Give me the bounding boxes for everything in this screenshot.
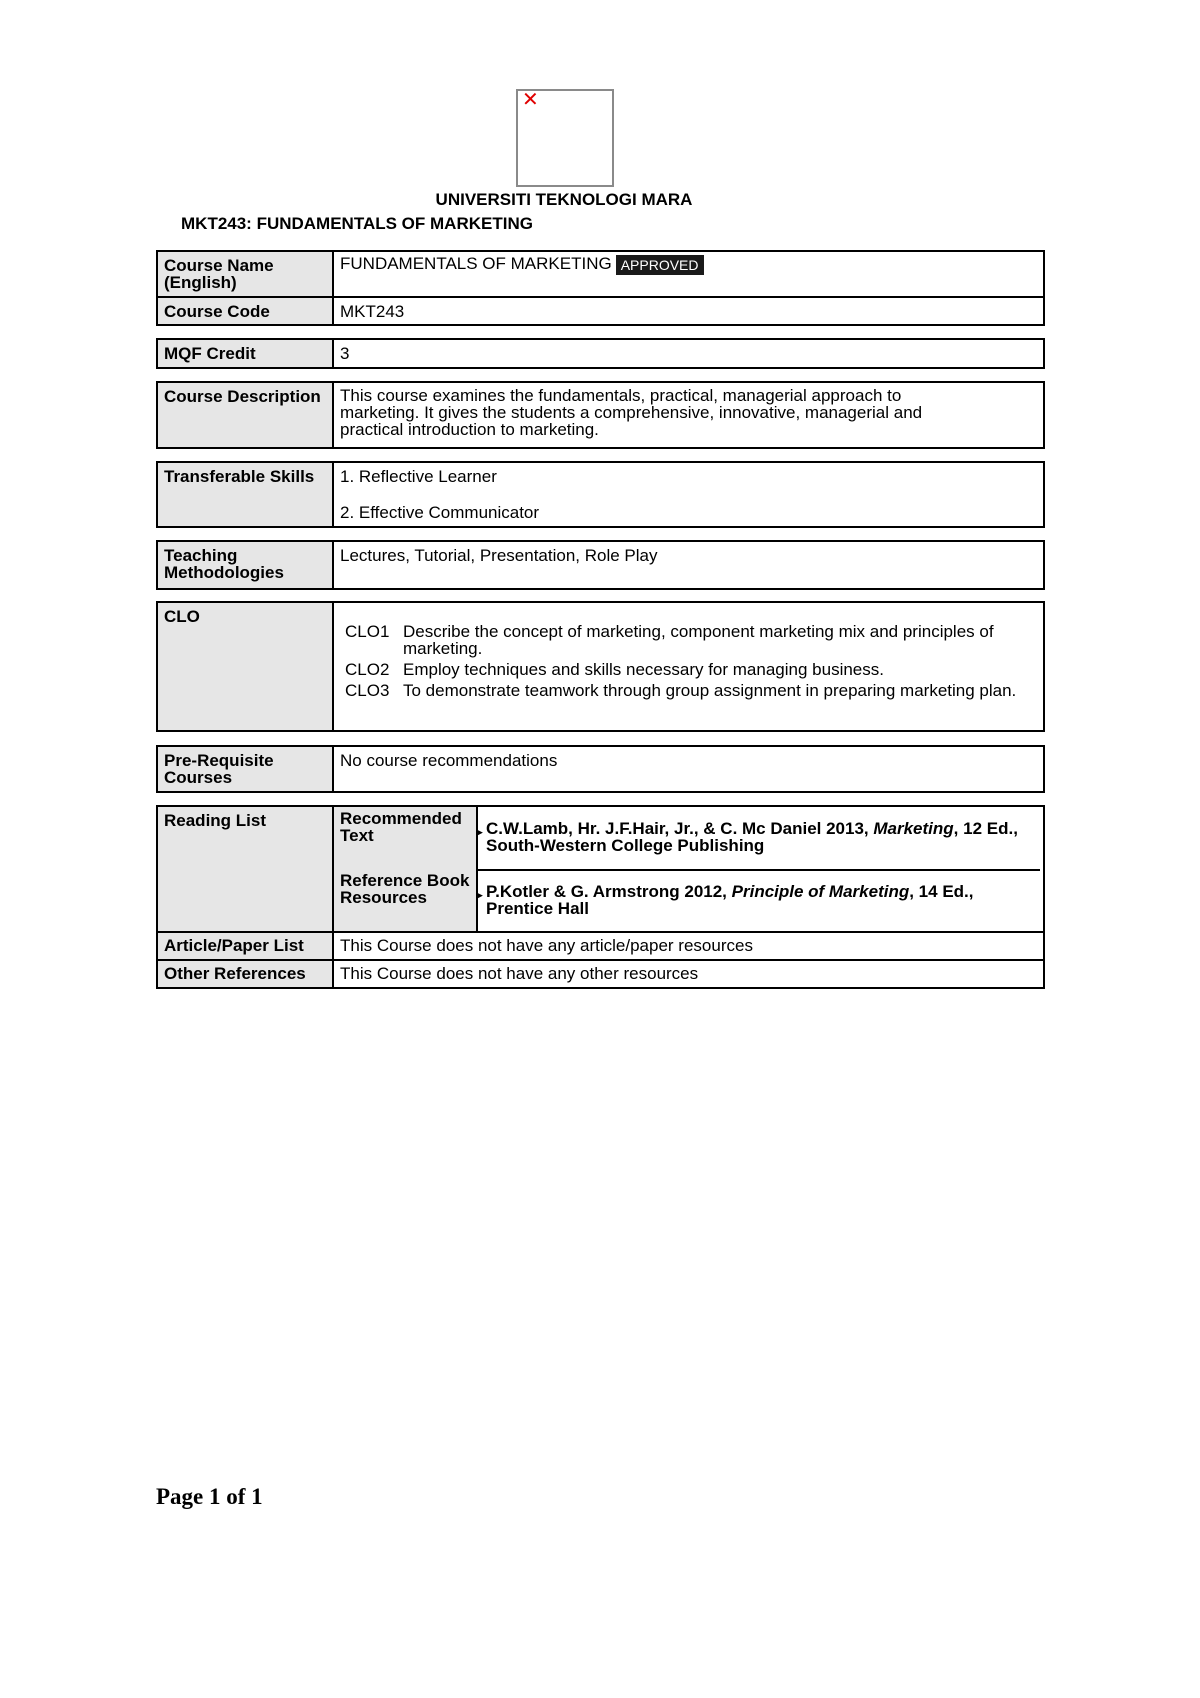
article-list-label: Article/Paper List <box>158 933 334 959</box>
article-list-value: This Course does not have any article/paper resources <box>340 936 753 955</box>
course-description-row <box>156 381 1045 449</box>
mqf-credit-value: 3 <box>340 344 350 363</box>
clo-text: Describe the concept of marketing, component marketing mix and principles of marketing. <box>403 622 994 658</box>
course-description-label: Course Description <box>158 383 334 447</box>
clo-item <box>345 623 1023 657</box>
university-logo <box>516 89 614 187</box>
prerequisite-value: No course recommendations <box>340 751 558 770</box>
course-name-label: Course Name (English) <box>158 252 334 296</box>
clo-item <box>345 661 1023 678</box>
mqf-credit-row <box>156 338 1045 369</box>
reading-list-table <box>334 807 1043 931</box>
mqf-credit-label: MQF Credit <box>158 340 334 367</box>
bullet-arrow-icon: ▸ <box>478 890 483 900</box>
course-name-value: FUNDAMENTALS OF MARKETING <box>340 254 612 273</box>
teaching-methodologies-value: Lectures, Tutorial, Presentation, Role Play <box>340 546 658 565</box>
reference-book-citation <box>478 869 1040 931</box>
citation-text: , 12 Ed., South-Western College Publishing <box>486 819 1018 855</box>
course-name-cell <box>334 252 1043 296</box>
other-references-value: This Course does not have any other resources <box>340 964 699 983</box>
clo-code: CLO1 <box>345 622 390 641</box>
teaching-methodologies-label: Teaching Methodologies <box>158 542 334 588</box>
clo-item <box>345 682 1023 699</box>
page-number: Page 1 of 1 <box>156 1484 263 1509</box>
teaching-methodologies-row <box>156 540 1045 590</box>
citation-text: P.Kotler & G. Armstrong 2012, <box>486 882 732 901</box>
reference-book-label: Reference Book Resources <box>334 869 478 931</box>
reading-list-label: Reading List <box>158 807 334 931</box>
course-code-row <box>156 296 1045 326</box>
citation-text: C.W.Lamb, Hr. J.F.Hair, Jr., & C. Mc Daniel 2013, <box>486 819 874 838</box>
course-description-value: This course examines the fundamentals, practical, managerial approach to marketing. It gives the students a comprehensive, innovative, managerial and practical introduction to marketing. <box>340 386 923 439</box>
course-code-value: MKT243 <box>340 302 405 321</box>
recommended-text-citation <box>478 807 1040 869</box>
clo-row <box>156 601 1045 732</box>
university-name: UNIVERSITI TEKNOLOGI MARA <box>435 190 693 209</box>
reading-list-row <box>156 805 1045 933</box>
citation-title: Marketing <box>873 819 954 838</box>
clo-code: CLO3 <box>345 681 390 700</box>
status-badge: APPROVED <box>616 255 704 275</box>
clo-text: To demonstrate teamwork through group assignment in preparing marketing plan. <box>403 681 1017 700</box>
clo-list <box>334 603 1043 730</box>
transferable-skills-row <box>156 461 1045 528</box>
course-code-label: Course Code <box>158 298 334 324</box>
recommended-text-label: Recommended Text <box>334 807 478 869</box>
course-name-row <box>156 250 1045 298</box>
broken-image-icon: ✕ <box>522 87 539 111</box>
other-references-row <box>156 959 1045 989</box>
citation-text: , 14 Ed., Prentice Hall <box>486 882 974 918</box>
bullet-arrow-icon: ▸ <box>478 827 483 837</box>
clo-text: Employ techniques and skills necessary for managing business. <box>403 660 884 679</box>
list-item: 2. Effective Communicator <box>340 503 540 522</box>
article-list-row <box>156 931 1045 961</box>
clo-label: CLO <box>158 603 334 730</box>
transferable-skills-list <box>334 463 1043 526</box>
prerequisite-row <box>156 745 1045 793</box>
list-item: 1. Reflective Learner <box>340 467 497 486</box>
prerequisite-label: Pre-Requisite Courses <box>158 747 334 791</box>
other-references-label: Other References <box>158 961 334 987</box>
reference-book-row <box>334 869 1040 933</box>
transferable-skills-label: Transferable Skills <box>158 463 334 526</box>
course-title: MKT243: FUNDAMENTALS OF MARKETING <box>181 214 533 233</box>
recommended-text-row <box>334 807 1040 871</box>
citation-title: Principle of Marketing <box>731 882 910 901</box>
clo-code: CLO2 <box>345 660 390 679</box>
